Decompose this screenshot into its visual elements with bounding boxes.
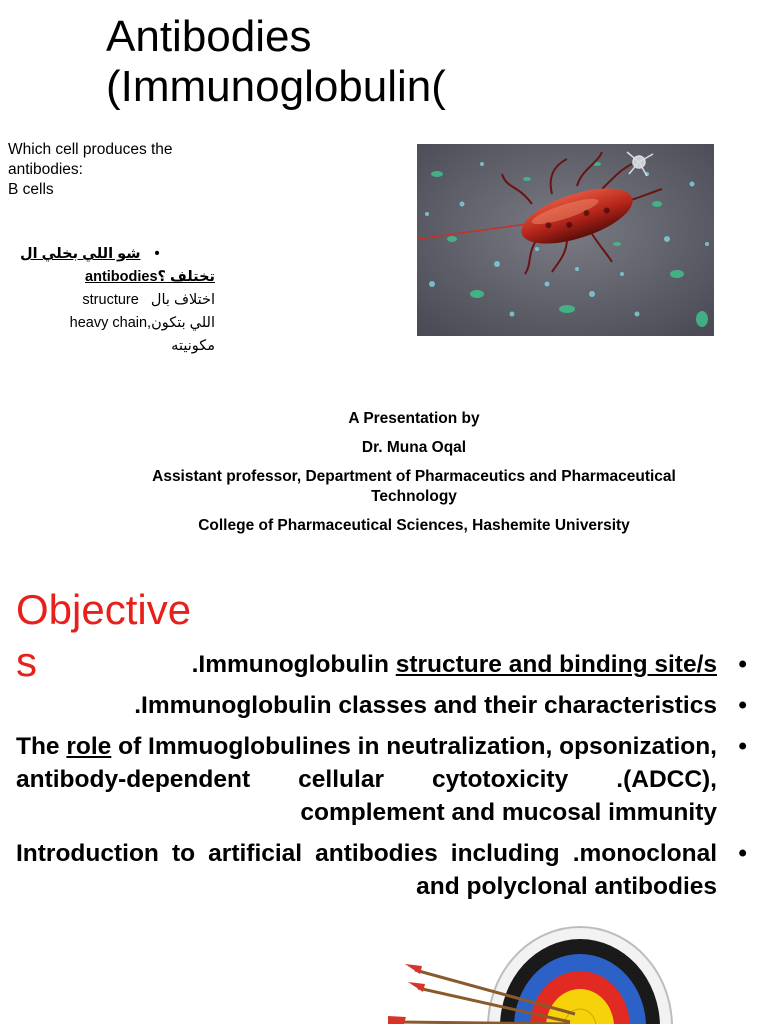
slide-title bbox=[106, 12, 446, 112]
objective-item: .Immunoglobulin structure and binding site/s • bbox=[16, 648, 749, 681]
target-with-arrows-icon bbox=[370, 922, 700, 1024]
bullet-icon: • bbox=[738, 840, 747, 867]
presenter-info bbox=[120, 409, 708, 545]
objective-item: The role of Immuoglobulines in neutralization, opsonization, antibody-dependent cellular cytotoxicity .(ADCC), complement and mucosal immunity • bbox=[16, 730, 749, 829]
objectives-list bbox=[16, 648, 749, 911]
arabic-line-2: تختلف ؟antibodies bbox=[85, 269, 215, 285]
bullet-icon: • bbox=[738, 692, 747, 719]
presenter-affiliation: College of Pharmaceutical Sciences, Hashemite University bbox=[198, 517, 630, 534]
bacteria-illustration-icon bbox=[417, 144, 714, 336]
arabic-note bbox=[20, 243, 215, 358]
question-block bbox=[8, 140, 228, 200]
title-line-1: Antibodies bbox=[106, 12, 312, 61]
bullet-icon: • bbox=[738, 733, 747, 760]
question-line-1: Which cell produces the bbox=[8, 141, 173, 158]
arabic-line-3: اختلاف بال structure bbox=[82, 292, 215, 308]
arabic-line-4: اللي بتكونheavy chain, bbox=[69, 315, 215, 331]
presenter-intro: A Presentation by bbox=[348, 410, 480, 427]
presenter-name: Dr. Muna Oqal bbox=[361, 439, 467, 456]
objective-item: .Immunoglobulin classes and their characteristics • bbox=[16, 689, 749, 722]
bullet-icon: • bbox=[154, 246, 160, 262]
arabic-line-1: • شو اللي بخلي ال bbox=[20, 243, 215, 266]
bullet-icon: • bbox=[738, 651, 747, 678]
arabic-line-5: مكونيته bbox=[171, 338, 215, 354]
objective-item: Introduction to artificial antibodies including .monoclonal and polyclonal antibodies • bbox=[16, 837, 749, 903]
objectives-heading: Objective s bbox=[16, 586, 192, 685]
presenter-position: Assistant professor, Department of Pharmaceutics and Pharmaceutical Technology bbox=[152, 468, 676, 505]
title-line-2: (Immunoglobulin( bbox=[106, 62, 446, 111]
question-answer: B cells bbox=[8, 181, 54, 198]
question-line-2: antibodies: bbox=[8, 161, 83, 178]
